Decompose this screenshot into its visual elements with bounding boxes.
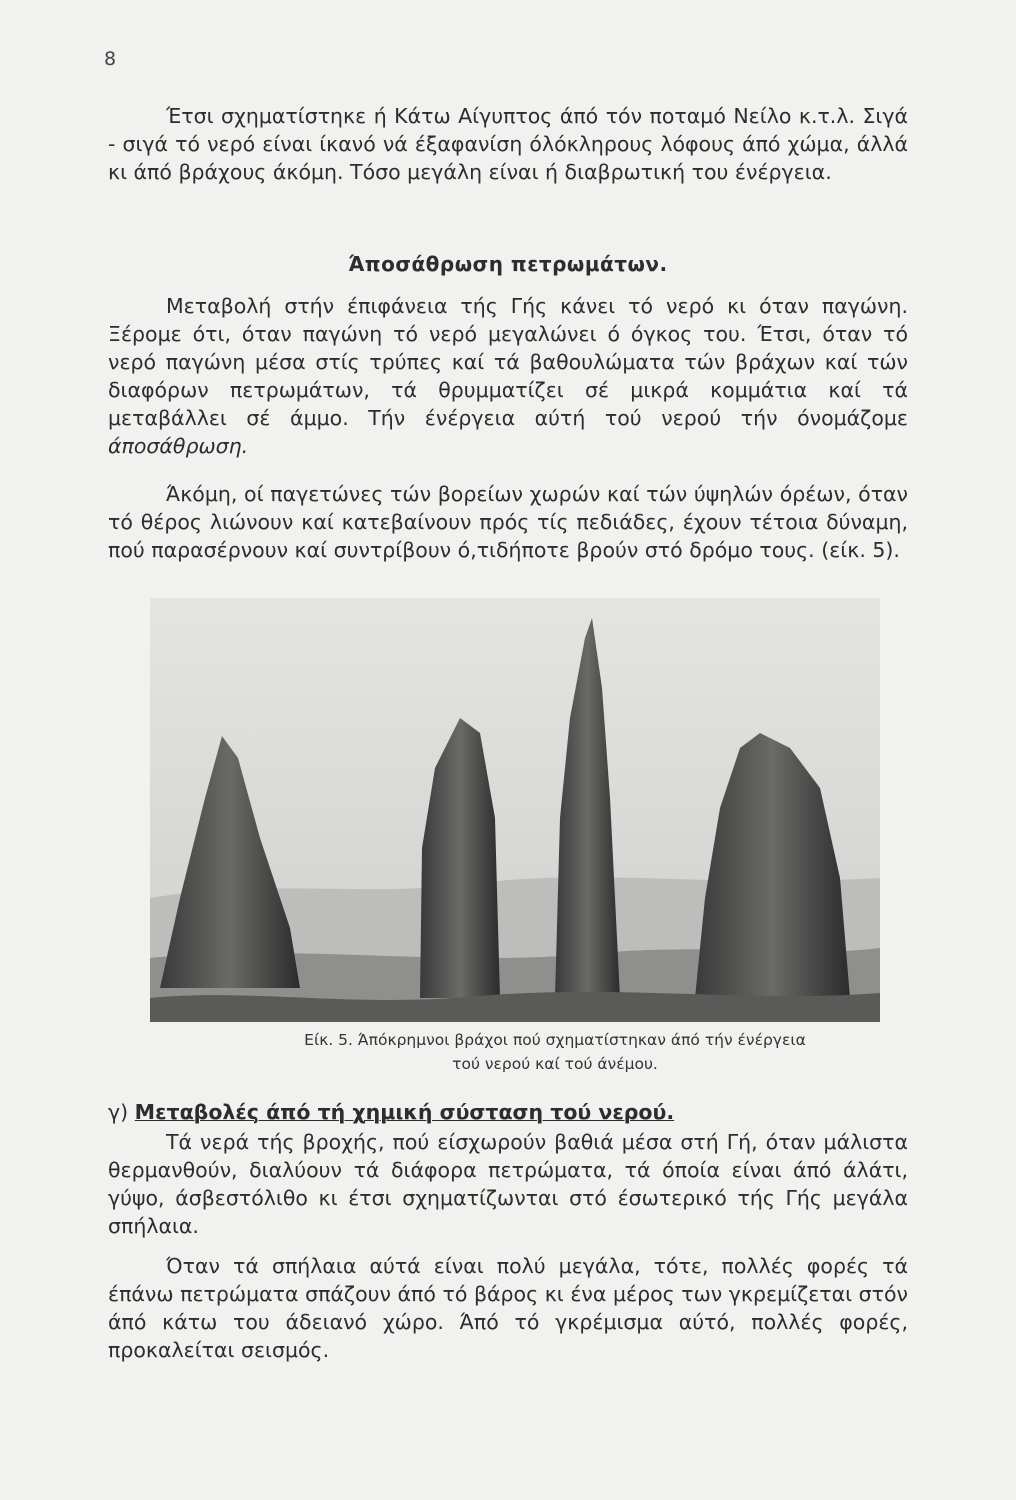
section-letter: γ) bbox=[108, 1100, 129, 1124]
paragraph-text: Όταν τά σπήλαια αύτά είναι πολύ μεγάλα, τότε, πολλές φορές τά έπάνω πετρώματα σπάζουν άπό τό βάρος κι ένα μέρος των γκρεμίζεται στόν άπό κάτω του άδειανό χώρο. Άπό τό γκρέμισμα αύτό, πολλές φορές, προκαλείται σεισμός. bbox=[108, 1254, 908, 1362]
page-number: 8 bbox=[104, 48, 117, 70]
figure-rock-pillars-photo bbox=[150, 598, 880, 1022]
paragraph-text: Μεταβολή στήν έπιφάνεια τής Γής κάνει τό νερό κι όταν παγώνη. Ξέρομε ότι, όταν παγώνη τό νερό μεγαλώνει ό όγκος του. Έτσι, όταν τό νερό παγώνη μέσα στίς τρύπες καί τά βαθουλώματα τών βράχων καί τών διαφόρων πετρωμάτων, τά θρυμματίζει σέ μικρά κομμάτια καί τά μεταβάλλει σέ άμμο. Τήν ένέργεια αύτή τού νερού τήν όνομάζομε bbox=[108, 294, 908, 430]
section-heading-chemical bbox=[108, 1100, 908, 1124]
paragraph-cave-collapse bbox=[108, 1252, 908, 1364]
paragraph-text: Άκόμη, οί παγετώνες τών βορείων χωρών καί τών ύψηλών όρέων, όταν τό θέρος λιώνουν καί κατεβαίνουν πρός τίς πεδιάδες, έχουν τέτοια δύναμη, πού παρασέρνουν καί συντρίβουν ό,τιδήποτε βρούν στό δρόμο τους. (είκ. 5). bbox=[108, 482, 908, 562]
paragraph-text: Τά νερά τής βροχής, πού είσχωρούν βαθιά μέσα στή Γή, όταν μάλιστα θερμανθούν, διαλύουν τά διάφορα πετρώματα, τά όποία είναι άπό άλάτι, γύψο, άσβεστόλιθο κι έτσι σχηματίζωνται στό έσωτερικό τής Γής μεγάλα σπήλαια. bbox=[108, 1130, 908, 1238]
figure-caption bbox=[150, 1028, 960, 1076]
section-heading-weathering: Άποσάθρωση πετρωμάτων. bbox=[348, 252, 668, 276]
term-weathering: άποσάθρωση. bbox=[108, 434, 249, 458]
paragraph-nile-erosion bbox=[108, 102, 908, 186]
figure-caption-line-2: τού νερού καί τού άνέμου. bbox=[452, 1055, 658, 1073]
section-title: Μεταβολές άπό τή χημική σύσταση τού νερού. bbox=[134, 1100, 675, 1124]
paragraph-glaciers bbox=[108, 480, 908, 564]
rock-pillars-illustration bbox=[150, 598, 880, 1022]
paragraph-frost-weathering bbox=[108, 292, 908, 460]
figure-caption-line-1: Είκ. 5. Άπόκρημνοι βράχοι πού σχηματίστηκαν άπό τήν ένέργεια bbox=[304, 1031, 806, 1049]
paragraph-rain-caves bbox=[108, 1128, 908, 1240]
paragraph-text: Έτσι σχηματίστηκε ή Κάτω Αίγυπτος άπό τόν ποταμό Νείλο κ.τ.λ. Σιγά - σιγά τό νερό είναι ίκανό νά έξαφανίση όλόκληρους λόφους άπό χώμα, άλλά κι άπό βράχους άκόμη. Τόσο μεγάλη είναι ή διαβρωτική του ένέργεια. bbox=[108, 104, 908, 184]
